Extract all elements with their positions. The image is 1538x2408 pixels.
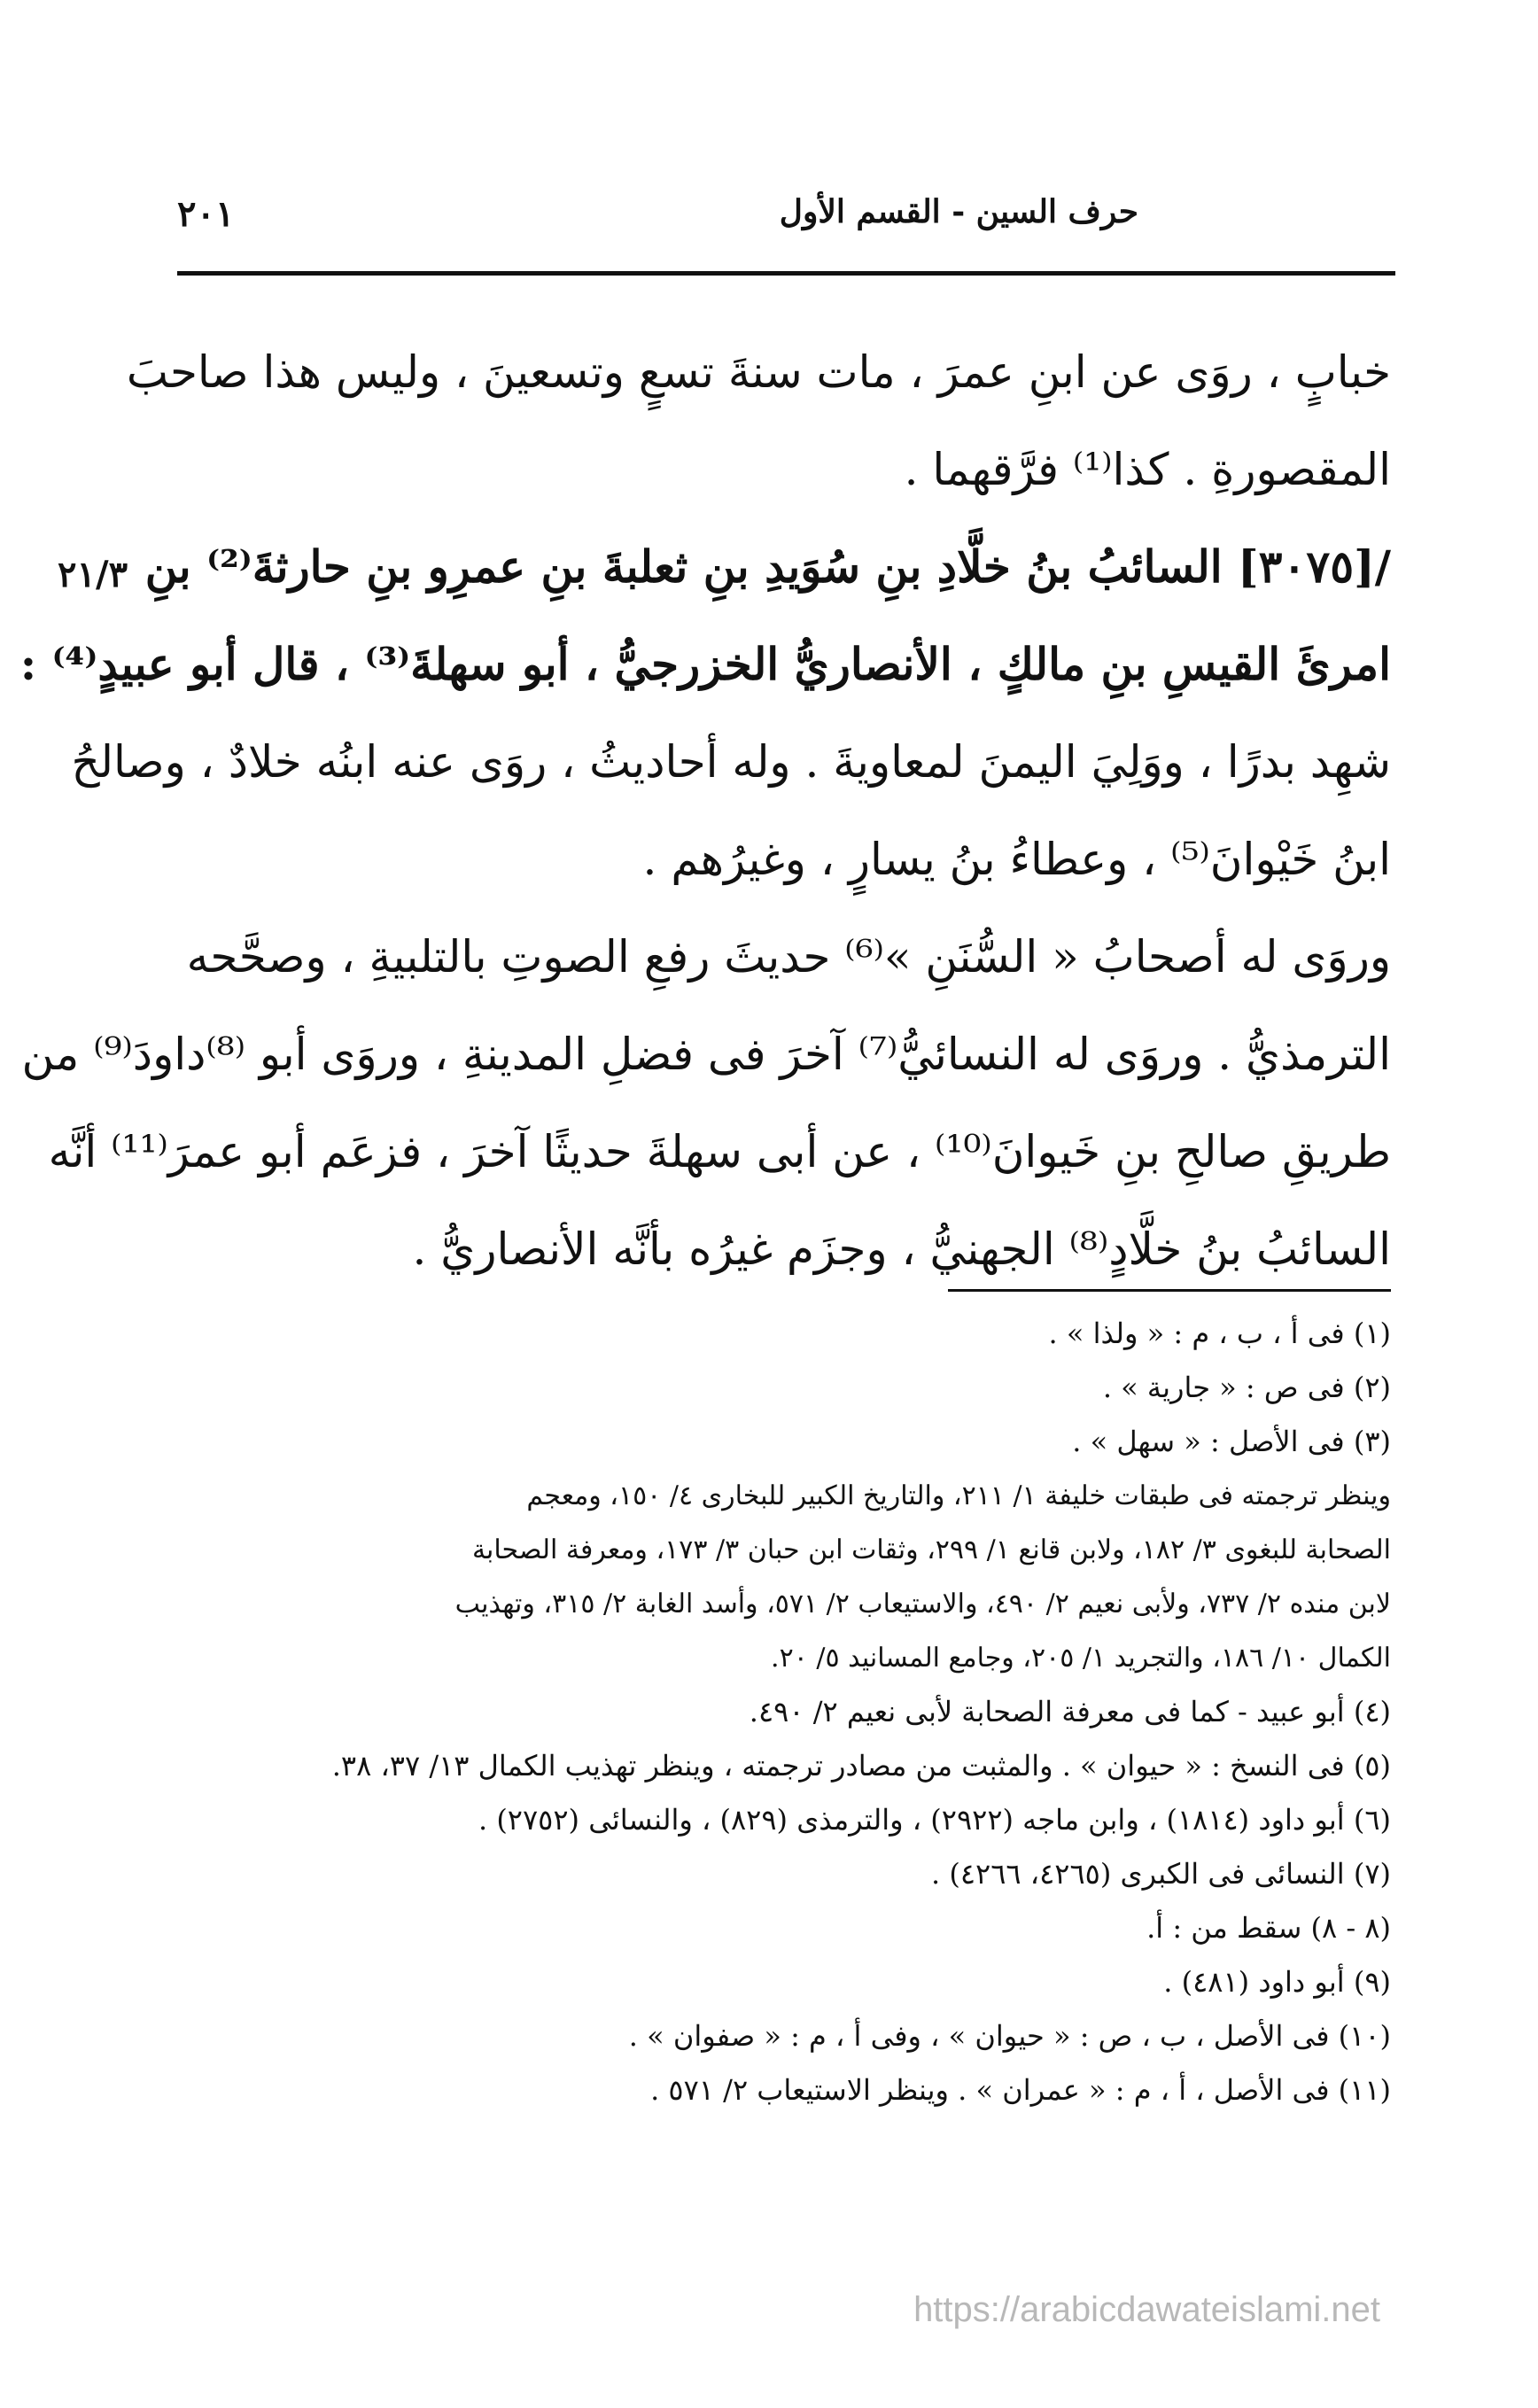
- footnote-continuation: لابن منده ٢/ ٧٣٧، ولأبى نعيم ٢/ ٤٩٠، والاستيعاب ٢/ ٥٧١، وأسد الغابة ٢/ ٣١٥، وتهذيب: [454, 1589, 1391, 1620]
- footnote: (٧) النسائى فى الكبرى (٤٢٦٥، ٤٢٦٦) .: [931, 1857, 1391, 1891]
- footnote: (٥) فى النسخ : « حيوان » . والمثبت من مصادر ترجمته ، وينظر تهذيب الكمال ١٣/ ٣٧، ٣٨.: [331, 1749, 1391, 1783]
- watermark-url: https://arabicdawateislami.net: [913, 2290, 1380, 2329]
- text-line: السائبُ بنُ خلَّادٍ⁽⁸⁾ الجهنيُّ ، وجزَم غيرُه بأنَّه الأنصاريُّ .: [412, 1223, 1391, 1275]
- footnotes: [182, 1307, 1391, 2117]
- entry-heading-line: /[٣٠٧٥] السائبُ بنُ خلَّادِ بنِ سُوَيدِ بنِ ثعلبةَ بنِ عمرِو بنِ حارثةَ⁽²⁾ بنِ: [144, 540, 1391, 593]
- entry-heading-line: امرئَ القيسِ بنِ مالكٍ ، الأنصاريُّ الخزرجيُّ ، أبو سهلةَ⁽³⁾ ، قال أبو عبيدٍ⁽⁴⁾ :: [19, 638, 1391, 690]
- footnote: (١١) فى الأصل ، أ ، م : « عمران » . وينظر الاستيعاب ٢/ ٥٧١ .: [650, 2073, 1391, 2107]
- footnote-separator: [948, 1289, 1391, 1292]
- footnote: (٩) أبو داود (٤٨١) .: [1163, 1965, 1391, 1999]
- text-line: ابنُ خَيْوانَ⁽⁵⁾ ، وعطاءُ بنُ يسارٍ ، وغيرُهم .: [642, 834, 1391, 885]
- footnote: (٨ - ٨) سقط من : أ.: [1146, 1911, 1391, 1945]
- margin-volume-page-reference: ٢١/٣: [58, 554, 128, 595]
- text-line: خبابٍ ، روَى عن ابنِ عمرَ ، مات سنةَ تسعٍ وتسعينَ ، وليس هذا صاحبَ: [126, 346, 1391, 398]
- footnote: (١٠) فى الأصل ، ب ، ص : « حيوان » ، وفى أ ، م : « صفوان » .: [628, 2019, 1391, 2053]
- footnote: (٤) أبو عبيد - كما فى معرفة الصحابة لأبى نعيم ٢/ ٤٩٠.: [749, 1695, 1391, 1728]
- footnote: (٢) فى ص : « جارية » .: [1102, 1371, 1391, 1404]
- page-number: ٢٠١: [177, 193, 235, 235]
- footnote-continuation: الصحابة للبغوى ٣/ ١٨٢، ولابن قانع ١/ ٢٩٩، وثقات ابن حبان ٣/ ١٧٣، ومعرفة الصحابة: [471, 1534, 1391, 1565]
- footnote: (٣) فى الأصل : « سهل » .: [1072, 1425, 1391, 1458]
- text-line: طريقِ صالحِ بنِ خَيوانَ⁽¹⁰⁾ ، عن أبى سهلةَ حديثًا آخرَ ، فزعَم أبو عمرَ⁽¹¹⁾ أنَّه: [48, 1126, 1391, 1177]
- footnote: (٦) أبو داود (١٨١٤) ، وابن ماجه (٢٩٢٢) ، والترمذى (٨٢٩) ، والنسائى (٢٧٥٢) .: [478, 1803, 1391, 1837]
- footnote: (١) فى أ ، ب ، م : « ولذا » .: [1048, 1317, 1391, 1350]
- text-line: وروَى له أصحابُ « السُّنَنِ »⁽⁶⁾ حديثَ رفعِ الصوتِ بالتلبيةِ ، وصحَّحه: [186, 931, 1391, 983]
- running-title: حرف السين - القسم الأول: [779, 193, 1138, 230]
- header-rule: [177, 271, 1395, 276]
- footnote-continuation: الكمال ١٠/ ١٨٦، والتجريد ١/ ٢٠٥، وجامع المسانيد ٥/ ٢٠.: [771, 1643, 1391, 1674]
- text-line: الترمذيُّ . وروَى له النسائيُّ⁽⁷⁾ آخرَ فى فضلِ المدينةِ ، وروَى أبو ⁽⁸⁾داودَ⁽⁹⁾ من: [21, 1029, 1391, 1080]
- text-line: شهِد بدرًا ، ووَلِيَ اليمنَ لمعاويةَ . وله أحاديثُ ، روَى عنه ابنُه خلادٌ ، وصالحُ: [71, 736, 1391, 788]
- text-line: المقصورةِ . كذا⁽¹⁾ فرَّقهما .: [904, 444, 1391, 495]
- footnote-continuation: وينظر ترجمته فى طبقات خليفة ١/ ٢١١، والتاريخ الكبير للبخارى ٤/ ١٥٠، ومعجم: [526, 1480, 1391, 1511]
- page-header: [177, 193, 1395, 246]
